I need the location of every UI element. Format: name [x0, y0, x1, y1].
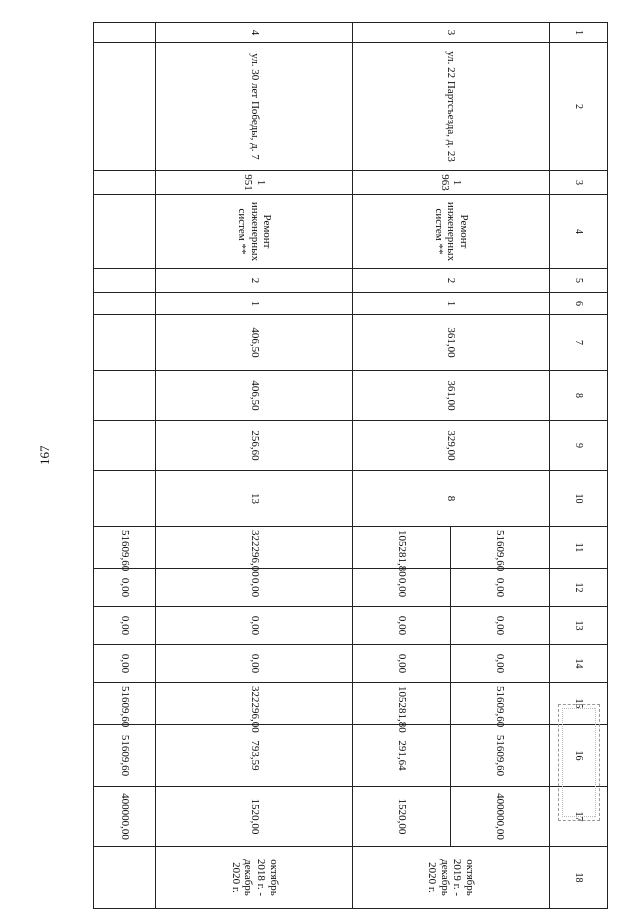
limit-cost-cell: 400000,00	[451, 787, 549, 847]
year-cell	[94, 171, 156, 195]
header-cell: 9	[549, 421, 607, 471]
cost-total-cell: 105281,80	[353, 527, 451, 569]
header-cell: 5	[549, 269, 607, 293]
header-cell: 16	[549, 725, 607, 787]
header-cell: 10	[549, 471, 607, 527]
limit-cost-cell: 1520,00	[353, 787, 451, 847]
row-number-cell	[94, 23, 156, 43]
cost-owners-cell: 105281,80	[353, 683, 451, 725]
address-cell	[94, 43, 156, 171]
header-cell: 8	[549, 371, 607, 421]
cost-local-cell: 0,00	[353, 645, 451, 683]
table-wrapper	[93, 22, 608, 897]
area-cell	[94, 371, 156, 421]
header-cell: 4	[549, 195, 607, 269]
unit-cost-cell: 51609,60	[94, 725, 156, 787]
entrances-cell: 1	[156, 293, 353, 315]
year-cell: 1 963	[353, 171, 550, 195]
header-cell: 7	[549, 315, 607, 371]
work-type-cell: Ремонт инженерных систем **	[353, 195, 550, 269]
header-cell: 11	[549, 527, 607, 569]
cost-local-cell: 0,00	[451, 645, 549, 683]
residents-cell: 8	[353, 471, 550, 527]
cost-regional-cell: 0,00	[94, 607, 156, 645]
total-area-cell: 361,00	[353, 315, 550, 371]
cost-regional-cell: 0,00	[451, 607, 549, 645]
address-cell: ул. 22 Партсъезда, д. 23	[353, 43, 550, 171]
unit-cost-cell: 291,64	[353, 725, 451, 787]
header-cell: 18	[549, 847, 607, 909]
limit-cost-cell: 400000,00	[94, 787, 156, 847]
total-area-cell: 406,50	[156, 315, 353, 371]
header-cell: 14	[549, 645, 607, 683]
cost-total-cell: 51609,60	[94, 527, 156, 569]
table-row	[451, 23, 549, 909]
cost-federal-cell: 0,00	[94, 569, 156, 607]
period-cell: октябрь 2019 г. - декабрь 2020 г.	[353, 847, 550, 909]
entrances-cell: 1	[353, 293, 550, 315]
header-cell: 3	[549, 171, 607, 195]
living-area-cell: 256,60	[156, 421, 353, 471]
header-cell: 2	[549, 43, 607, 171]
row-number-cell: 3	[353, 23, 550, 43]
period-cell: октябрь 2018 г. - декабрь 2020 г.	[156, 847, 353, 909]
data-table	[93, 22, 608, 909]
entrances-cell	[94, 293, 156, 315]
row-number-cell: 4	[156, 23, 353, 43]
cost-federal-cell: 0,00	[451, 569, 549, 607]
cost-local-cell: 0,00	[156, 645, 353, 683]
year-cell: 1 951	[156, 171, 353, 195]
header-cell: 17	[549, 787, 607, 847]
floors-cell	[94, 269, 156, 293]
period-cell	[94, 847, 156, 909]
header-cell: 13	[549, 607, 607, 645]
table-row	[156, 23, 353, 909]
living-area-cell: 329,00	[353, 421, 550, 471]
rotated-table-container	[93, 22, 608, 897]
floors-cell: 2	[353, 269, 550, 293]
address-cell: ул. 30 лет Победы, д. 7	[156, 43, 353, 171]
cost-regional-cell: 0,00	[156, 607, 353, 645]
cost-total-cell: 322296,00	[156, 527, 353, 569]
residents-cell: 13	[156, 471, 353, 527]
total-area-cell	[94, 315, 156, 371]
limit-cost-cell: 1520,00	[156, 787, 353, 847]
header-cell: 1	[549, 23, 607, 43]
area-cell: 406,50	[156, 371, 353, 421]
work-type-cell: Ремонт инженерных систем **	[156, 195, 353, 269]
cost-local-cell: 0,00	[94, 645, 156, 683]
cost-regional-cell: 0,00	[353, 607, 451, 645]
stamp-mark	[558, 704, 600, 821]
header-cell: 15	[549, 683, 607, 725]
cost-owners-cell: 51609,60	[94, 683, 156, 725]
header-cell: 6	[549, 293, 607, 315]
cost-total-cell: 51609,60	[451, 527, 549, 569]
area-cell: 361,00	[353, 371, 550, 421]
living-area-cell	[94, 421, 156, 471]
cost-owners-cell: 322296,00	[156, 683, 353, 725]
cost-owners-cell: 51609,60	[451, 683, 549, 725]
residents-cell	[94, 471, 156, 527]
header-cell: 12	[549, 569, 607, 607]
floors-cell: 2	[156, 269, 353, 293]
cost-federal-cell: 0,00	[156, 569, 353, 607]
unit-cost-cell: 51609,60	[451, 725, 549, 787]
unit-cost-cell: 793,59	[156, 725, 353, 787]
page-number: 167	[37, 445, 52, 465]
table-row	[94, 23, 156, 909]
cost-federal-cell: 0,00	[353, 569, 451, 607]
work-type-cell	[94, 195, 156, 269]
stamp-inner	[562, 708, 596, 817]
